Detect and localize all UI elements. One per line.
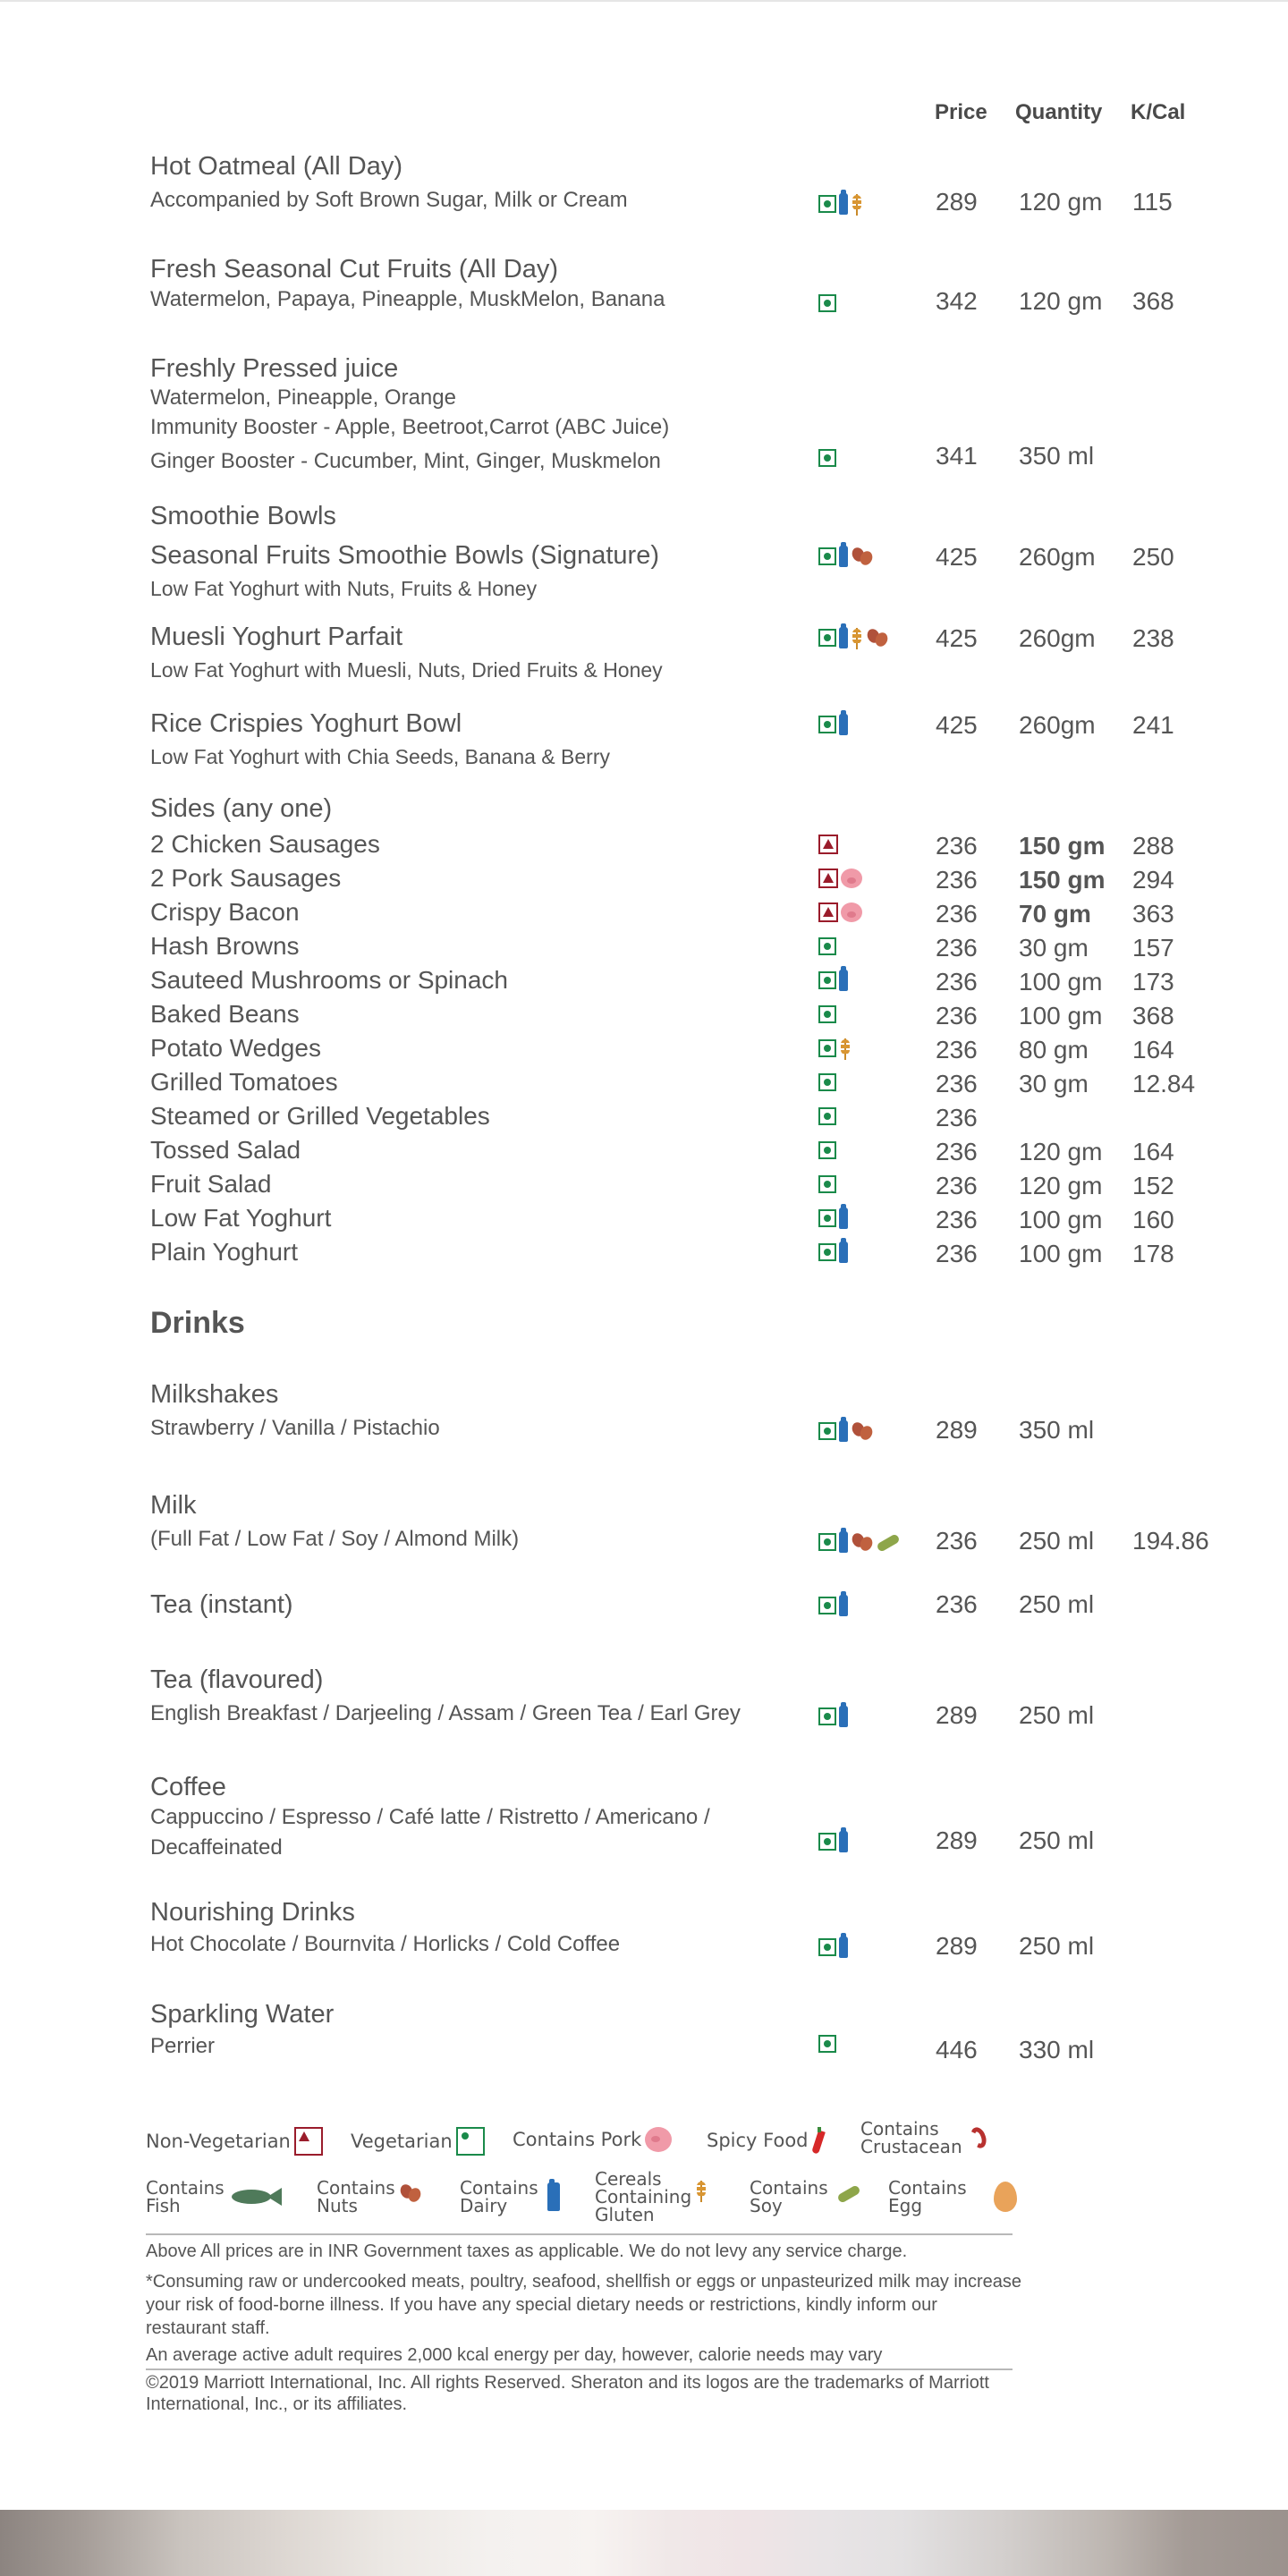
vegetarian-icon bbox=[818, 2035, 836, 2053]
drink-title: Tea (flavoured) bbox=[150, 1665, 324, 1694]
kcal-value: 157 bbox=[1132, 934, 1174, 962]
quantity-value: 100 gm bbox=[1019, 968, 1103, 996]
item-title: Fresh Seasonal Cut Fruits (All Day) bbox=[150, 255, 559, 284]
legend-pork-label: Contains Pork bbox=[513, 2129, 642, 2150]
legend-nonveg bbox=[146, 2127, 323, 2156]
legend-spicy bbox=[707, 2127, 825, 2154]
legend-cereal bbox=[595, 2170, 711, 2224]
price-value: 236 bbox=[936, 1240, 978, 1267]
quantity-value: 250 ml bbox=[1019, 1701, 1095, 1729]
chili-icon bbox=[812, 2127, 825, 2154]
top-border bbox=[0, 0, 1288, 2]
vegetarian-icon bbox=[818, 1707, 836, 1725]
allergen-icons bbox=[818, 1829, 848, 1854]
price-value: 289 bbox=[936, 1826, 978, 1854]
drink-title: Coffee bbox=[150, 1773, 226, 1801]
side-item-name: Potato Wedges bbox=[150, 1034, 321, 1062]
vegetarian-icon bbox=[818, 1209, 836, 1227]
side-item-name: Plain Yoghurt bbox=[150, 1238, 299, 1266]
allergen-icons bbox=[818, 291, 836, 316]
vegetarian-icon bbox=[456, 2127, 485, 2156]
quantity-value: 80 gm bbox=[1019, 1036, 1089, 1063]
wheat-icon bbox=[851, 192, 863, 216]
quantity-value: 250 ml bbox=[1019, 1932, 1095, 1960]
price-value: 446 bbox=[936, 2036, 978, 2063]
vegetarian-icon bbox=[818, 195, 836, 213]
allergen-icons bbox=[818, 1419, 874, 1444]
drink-title: Tea (instant) bbox=[150, 1590, 293, 1619]
quantity-value: 260gm bbox=[1019, 624, 1096, 652]
side-item-row bbox=[150, 864, 1224, 896]
legend-egg-line1: Contains bbox=[888, 2177, 967, 2199]
vegetarian-icon bbox=[818, 449, 836, 467]
kcal-value: 12.84 bbox=[1132, 1070, 1196, 1097]
vegetarian-icon bbox=[818, 294, 836, 312]
kcal-value: 173 bbox=[1132, 968, 1174, 996]
side-item-name: Steamed or Grilled Vegetables bbox=[150, 1102, 490, 1130]
item-description: Immunity Booster - Apple, Beetroot,Carrot (ABC Juice) bbox=[150, 415, 670, 439]
quantity-value: 120 gm bbox=[1019, 188, 1103, 216]
side-item-row bbox=[150, 1034, 1224, 1066]
quantity-value: 250 ml bbox=[1019, 1527, 1095, 1555]
dairy-icon bbox=[547, 2182, 560, 2211]
nuts-icon bbox=[851, 547, 874, 566]
quantity-value: 120 gm bbox=[1019, 1138, 1103, 1165]
drink-description: Hot Chocolate / Bournvita / Horlicks / Cold Coffee bbox=[150, 1932, 621, 1956]
item-description: Accompanied by Soft Brown Sugar, Milk or Cream bbox=[150, 188, 628, 212]
decorative-footer-band bbox=[0, 2510, 1288, 2576]
allergen-icons bbox=[818, 1935, 848, 1960]
dairy-icon bbox=[839, 970, 848, 991]
vegetarian-icon bbox=[818, 1175, 836, 1193]
soybean-icon bbox=[877, 1534, 902, 1550]
price-value: 236 bbox=[936, 1206, 978, 1233]
allergen-icons bbox=[818, 544, 874, 569]
side-item-row bbox=[150, 1102, 1224, 1134]
side-item-name: Fruit Salad bbox=[150, 1170, 272, 1198]
quantity-value: 150 gm bbox=[1019, 866, 1106, 894]
legend-dairy-line2: Dairy bbox=[460, 2195, 508, 2216]
vegetarian-icon bbox=[818, 1422, 836, 1440]
allergen-icons bbox=[818, 445, 836, 470]
quantity-value: 100 gm bbox=[1019, 1206, 1103, 1233]
quantity-value: 120 gm bbox=[1019, 287, 1103, 315]
soybean-icon bbox=[837, 2185, 868, 2208]
drink-title: Nourishing Drinks bbox=[150, 1898, 355, 1927]
quantity-value: 120 gm bbox=[1019, 1172, 1103, 1199]
legend-nuts bbox=[317, 2179, 429, 2215]
item-title: Freshly Pressed juice bbox=[150, 354, 399, 383]
non-vegetarian-icon bbox=[818, 835, 838, 854]
side-item-name: Tossed Salad bbox=[150, 1136, 301, 1164]
allergen-icons bbox=[818, 191, 863, 216]
quantity-value: 150 gm bbox=[1019, 832, 1106, 860]
fish-icon bbox=[232, 2187, 284, 2207]
legend-soy bbox=[750, 2179, 868, 2215]
legend-egg-line2: Egg bbox=[888, 2195, 923, 2216]
price-value: 236 bbox=[936, 934, 978, 962]
pig-icon bbox=[841, 869, 862, 888]
side-item-row bbox=[150, 1238, 1224, 1270]
allergen-icons bbox=[818, 934, 836, 959]
allergen-icons bbox=[818, 712, 848, 737]
quantity-value: 350 ml bbox=[1019, 1416, 1095, 1444]
price-value: 289 bbox=[936, 1932, 978, 1960]
copyright-note: ©2019 Marriott International, Inc. All rights Reserved. Sheraton and its logos are the trademarks of Marriott International, Inc., or its affiliates. bbox=[146, 2373, 989, 2414]
allergen-icons bbox=[818, 1070, 836, 1095]
price-note: Above All prices are in INR Government taxes as applicable. We do not levy any service charge. bbox=[146, 2241, 908, 2261]
dairy-icon bbox=[839, 1936, 848, 1958]
allergen-icons bbox=[818, 1206, 848, 1231]
dairy-icon bbox=[839, 546, 848, 567]
quantity-value: 250 ml bbox=[1019, 1590, 1095, 1618]
kcal-value: 288 bbox=[1132, 832, 1174, 860]
quantity-value: 330 ml bbox=[1019, 2036, 1095, 2063]
kcal-value: 294 bbox=[1132, 866, 1174, 894]
non-vegetarian-icon bbox=[818, 902, 838, 922]
price-value: 425 bbox=[936, 711, 978, 739]
dairy-icon bbox=[839, 1208, 848, 1229]
vegetarian-icon bbox=[818, 716, 836, 733]
legend-dairy-line1: Contains bbox=[460, 2177, 538, 2199]
side-item-row bbox=[150, 966, 1224, 998]
price-value: 342 bbox=[936, 287, 978, 315]
crustacean-icon bbox=[966, 2124, 993, 2151]
quantity-value: 100 gm bbox=[1019, 1240, 1103, 1267]
vegetarian-icon bbox=[818, 1243, 836, 1261]
kcal-value: 368 bbox=[1132, 1002, 1174, 1030]
drink-description: English Breakfast / Darjeeling / Assam / Green Tea / Earl Grey bbox=[150, 1701, 741, 1725]
divider bbox=[146, 2233, 1013, 2235]
drink-title: Milk bbox=[150, 1491, 197, 1520]
quantity-value: 260gm bbox=[1019, 543, 1096, 571]
allergen-icons bbox=[818, 625, 889, 650]
item-title: Seasonal Fruits Smoothie Bowls (Signature) bbox=[150, 541, 659, 570]
kcal-value: 241 bbox=[1132, 711, 1174, 739]
wheat-icon bbox=[695, 2179, 711, 2215]
legend-cereal-line2: Containing bbox=[595, 2186, 692, 2207]
price-value: 236 bbox=[936, 1138, 978, 1165]
drink-title: Milkshakes bbox=[150, 1380, 279, 1409]
side-item-name: Crispy Bacon bbox=[150, 898, 300, 926]
price-value: 341 bbox=[936, 442, 978, 470]
item-description: Ginger Booster - Cucumber, Mint, Ginger, Muskmelon bbox=[150, 449, 661, 473]
allergen-icons bbox=[818, 866, 862, 891]
dairy-icon bbox=[839, 1531, 848, 1553]
non-vegetarian-icon bbox=[294, 2127, 323, 2156]
vegetarian-icon bbox=[818, 547, 836, 565]
item-description: Watermelon, Papaya, Pineapple, MuskMelon, Banana bbox=[150, 287, 665, 311]
price-value: 236 bbox=[936, 1070, 978, 1097]
vegetarian-icon bbox=[818, 1597, 836, 1614]
quantity-value: 250 ml bbox=[1019, 1826, 1095, 1854]
price-value: 236 bbox=[936, 1527, 978, 1555]
legend-soy-line2: Soy bbox=[750, 2195, 783, 2216]
nuts-icon bbox=[851, 1421, 874, 1441]
quantity-value: 30 gm bbox=[1019, 1070, 1089, 1097]
dairy-icon bbox=[839, 1595, 848, 1616]
side-item-name: 2 Chicken Sausages bbox=[150, 830, 380, 858]
price-value: 236 bbox=[936, 1036, 978, 1063]
dairy-icon bbox=[839, 1420, 848, 1442]
vegetarian-icon bbox=[818, 1107, 836, 1125]
price-value: 289 bbox=[936, 1701, 978, 1729]
allergen-icons bbox=[818, 1593, 848, 1618]
sides-heading: Sides (any one) bbox=[150, 794, 333, 823]
quantity-value: 350 ml bbox=[1019, 442, 1095, 470]
vegetarian-icon bbox=[818, 1938, 836, 1956]
dairy-icon bbox=[839, 1706, 848, 1727]
legend-nuts-line2: Nuts bbox=[317, 2195, 358, 2216]
kcal-value: 115 bbox=[1132, 188, 1173, 216]
drink-description: Decaffeinated bbox=[150, 1835, 283, 1860]
drink-title: Sparkling Water bbox=[150, 2000, 335, 2029]
allergen-icons bbox=[818, 1172, 836, 1197]
kcal-value: 160 bbox=[1132, 1206, 1174, 1233]
kcal-header: K/Cal bbox=[1131, 100, 1186, 124]
side-item-row bbox=[150, 830, 1224, 862]
price-value: 425 bbox=[936, 543, 978, 571]
legend-cereal-line1: Cereals bbox=[595, 2168, 662, 2190]
legend-dairy bbox=[460, 2179, 560, 2215]
side-item-name: Hash Browns bbox=[150, 932, 300, 960]
price-value: 236 bbox=[936, 832, 978, 860]
allergen-icons bbox=[818, 968, 848, 993]
pig-icon bbox=[841, 902, 862, 922]
dairy-icon bbox=[839, 1241, 848, 1263]
allergen-icons bbox=[818, 1138, 836, 1163]
allergen-icons bbox=[818, 1530, 902, 1555]
quantity-value: 70 gm bbox=[1019, 900, 1091, 928]
side-item-name: Grilled Tomatoes bbox=[150, 1068, 338, 1096]
legend-veg-label: Vegetarian bbox=[351, 2131, 453, 2152]
price-value: 289 bbox=[936, 188, 978, 216]
side-item-name: Sauteed Mushrooms or Spinach bbox=[150, 966, 508, 994]
allergen-icons bbox=[818, 832, 838, 857]
price-value: 236 bbox=[936, 1104, 978, 1131]
price-value: 236 bbox=[936, 866, 978, 894]
vegetarian-icon bbox=[818, 629, 836, 647]
price-value: 236 bbox=[936, 1172, 978, 1199]
allergen-icons bbox=[818, 1104, 836, 1129]
dairy-icon bbox=[839, 1831, 848, 1852]
quantity-value: 30 gm bbox=[1019, 934, 1089, 962]
food-safety-note: *Consuming raw or undercooked meats, poultry, seafood, shellfish or eggs or unpasteurized milk may increase your risk of food-borne illness. If you have any special dietary needs or restrictions, kindly inform our restaurant staff. bbox=[146, 2272, 1022, 2338]
dairy-icon bbox=[839, 714, 848, 735]
divider bbox=[146, 2368, 1013, 2370]
vegetarian-icon bbox=[818, 937, 836, 955]
kcal-value: 194.86 bbox=[1132, 1527, 1209, 1555]
kcal-value: 363 bbox=[1132, 900, 1174, 928]
pig-icon bbox=[645, 2127, 672, 2152]
price-value: 236 bbox=[936, 1590, 978, 1618]
nuts-icon bbox=[399, 2183, 429, 2210]
dairy-icon bbox=[839, 193, 848, 215]
energy-note: An average active adult requires 2,000 kcal energy per day, however, calorie needs may vary bbox=[146, 2345, 883, 2365]
item-description: Low Fat Yoghurt with Nuts, Fruits & Honey bbox=[150, 577, 538, 600]
quantity-value: 100 gm bbox=[1019, 1002, 1103, 1030]
nuts-icon bbox=[866, 628, 889, 648]
wheat-icon bbox=[851, 626, 863, 649]
vegetarian-icon bbox=[818, 1833, 836, 1851]
kcal-value: 164 bbox=[1132, 1138, 1174, 1165]
vegetarian-icon bbox=[818, 1005, 836, 1023]
price-value: 425 bbox=[936, 624, 978, 652]
quantity-header: Quantity bbox=[1015, 100, 1103, 124]
side-item-row bbox=[150, 1000, 1224, 1032]
price-value: 289 bbox=[936, 1416, 978, 1444]
side-item-name: Baked Beans bbox=[150, 1000, 300, 1028]
legend-fish bbox=[146, 2179, 284, 2215]
nuts-icon bbox=[851, 1532, 874, 1552]
side-item-row bbox=[150, 1136, 1224, 1168]
kcal-value: 368 bbox=[1132, 287, 1174, 315]
kcal-value: 238 bbox=[1132, 624, 1174, 652]
drink-description: Strawberry / Vanilla / Pistachio bbox=[150, 1416, 440, 1440]
legend-crustacean-line2: Crustacean bbox=[860, 2136, 962, 2157]
legend-nuts-line1: Contains bbox=[317, 2177, 395, 2199]
kcal-value: 250 bbox=[1132, 543, 1174, 571]
side-item-name: Low Fat Yoghurt bbox=[150, 1204, 332, 1232]
legend-crustacean-line1: Contains bbox=[860, 2118, 939, 2140]
legend-nonveg-label: Non-Vegetarian bbox=[146, 2131, 291, 2152]
item-description: Watermelon, Pineapple, Orange bbox=[150, 386, 456, 410]
non-vegetarian-icon bbox=[818, 869, 838, 888]
price-value: 236 bbox=[936, 968, 978, 996]
legend-veg bbox=[351, 2127, 485, 2156]
allergen-icons bbox=[818, 1036, 852, 1061]
item-title: Hot Oatmeal (All Day) bbox=[150, 152, 403, 181]
drink-description: Cappuccino / Espresso / Café latte / Ristretto / Americano / bbox=[150, 1805, 710, 1829]
vegetarian-icon bbox=[818, 1039, 836, 1057]
legend-fish-line1: Contains bbox=[146, 2177, 225, 2199]
vegetarian-icon bbox=[818, 1533, 836, 1551]
vegetarian-icon bbox=[818, 1073, 836, 1091]
legend-spicy-label: Spicy Food bbox=[707, 2130, 809, 2151]
price-value: 236 bbox=[936, 1002, 978, 1030]
allergen-icons bbox=[818, 2031, 836, 2056]
kcal-value: 152 bbox=[1132, 1172, 1174, 1199]
drink-description: (Full Fat / Low Fat / Soy / Almond Milk) bbox=[150, 1527, 520, 1551]
legend-egg bbox=[888, 2179, 1017, 2215]
vegetarian-icon bbox=[818, 1141, 836, 1159]
quantity-value: 260gm bbox=[1019, 711, 1096, 739]
drink-description: Perrier bbox=[150, 2034, 216, 2058]
legend-soy-line1: Contains bbox=[750, 2177, 828, 2199]
allergen-icons bbox=[818, 1002, 836, 1027]
smoothie-bowls-heading: Smoothie Bowls bbox=[150, 502, 336, 530]
allergen-icons bbox=[818, 900, 862, 925]
legend-crustacean bbox=[860, 2120, 993, 2156]
item-description: Low Fat Yoghurt with Muesli, Nuts, Dried Fruits & Honey bbox=[150, 658, 663, 682]
kcal-value: 178 bbox=[1132, 1240, 1174, 1267]
price-header: Price bbox=[935, 100, 987, 124]
price-value: 236 bbox=[936, 900, 978, 928]
side-item-row bbox=[150, 898, 1224, 930]
dairy-icon bbox=[839, 627, 848, 648]
vegetarian-icon bbox=[818, 971, 836, 989]
side-item-row bbox=[150, 1170, 1224, 1202]
drinks-heading: Drinks bbox=[150, 1306, 245, 1340]
allergen-icons bbox=[818, 1240, 848, 1265]
item-title: Muesli Yoghurt Parfait bbox=[150, 623, 403, 651]
side-item-row bbox=[150, 1204, 1224, 1236]
legend-pork bbox=[513, 2127, 672, 2152]
egg-icon bbox=[994, 2182, 1017, 2212]
item-description: Low Fat Yoghurt with Chia Seeds, Banana & Berry bbox=[150, 745, 610, 768]
kcal-value: 164 bbox=[1132, 1036, 1174, 1063]
wheat-icon bbox=[839, 1037, 852, 1060]
item-title: Rice Crispies Yoghurt Bowl bbox=[150, 709, 462, 738]
allergen-icons bbox=[818, 1704, 848, 1729]
legend-cereal-line3: Gluten bbox=[595, 2204, 655, 2225]
legend-fish-line2: Fish bbox=[146, 2195, 181, 2216]
side-item-row bbox=[150, 1068, 1224, 1100]
side-item-name: 2 Pork Sausages bbox=[150, 864, 342, 892]
side-item-row bbox=[150, 932, 1224, 964]
